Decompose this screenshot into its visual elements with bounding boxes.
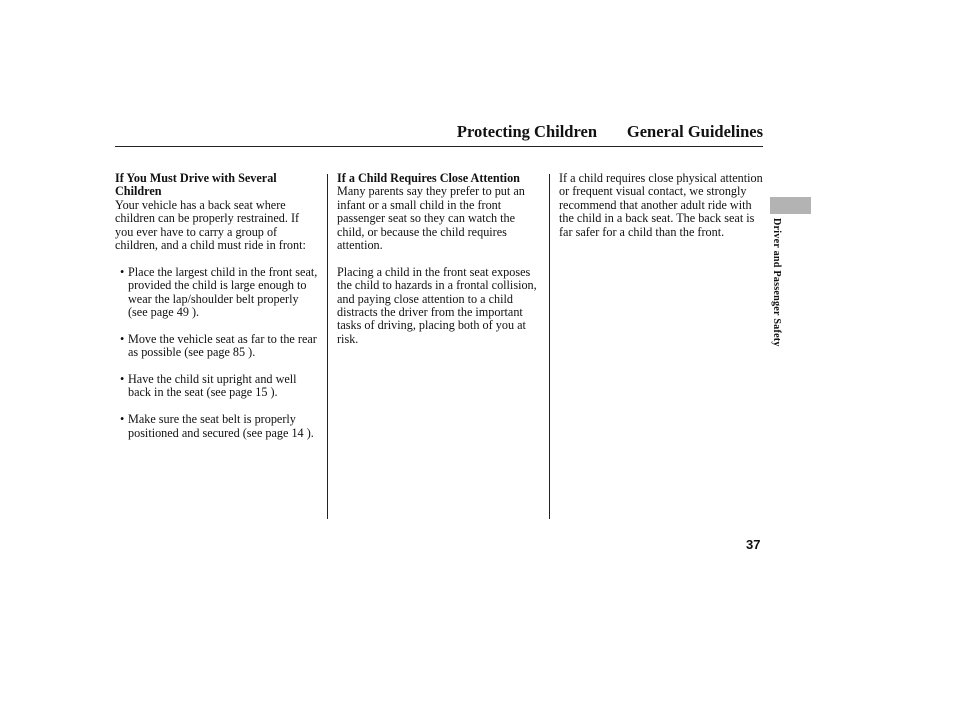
bullet-icon: •: [120, 331, 125, 346]
page-number: 37: [746, 537, 761, 552]
column-left: [115, 172, 320, 453]
section-label-vertical: Driver and Passenger Safety: [771, 218, 782, 347]
column-divider: [327, 174, 328, 519]
paragraph: Placing a child in the front seat exposes the child to hazards in a frontal collision, and paying close attention to a child distracts the driver from the important tasks of driving, placing both of you at risk.: [337, 264, 537, 346]
column-middle: [337, 172, 542, 360]
paragraph: If a child requires close physical attention or frequent visual contact, we strongly recommend that another adult ride with the child in a back seat. The back seat is far safer for a child than the front.: [559, 171, 763, 239]
bullet-icon: •: [120, 264, 125, 279]
list-item: [115, 333, 320, 360]
column-right: [559, 172, 764, 252]
list-item-text: Make sure the seat belt is properly positioned and secured (see page 14 ).: [128, 412, 314, 440]
list-item-text: Place the largest child in the front seat, provided the child is large enough to wear the lap/shoulder belt properly (see page 49 ).: [128, 264, 318, 320]
section-heading-several-children: If You Must Drive with Several Children: [115, 171, 277, 199]
list-item: [115, 266, 320, 320]
bullet-icon: •: [120, 372, 125, 387]
paragraph: Many parents say they prefer to put an infant or a small child in the front passenger seat so they can watch the child, or because the child requires attention.: [337, 184, 525, 253]
bullet-list: [115, 266, 320, 440]
bullet-icon: •: [120, 412, 125, 427]
section-heading-close-attention: If a Child Requires Close Attention: [337, 171, 520, 185]
header-title-right: General Guidelines: [626, 122, 763, 141]
page-header: [115, 122, 763, 147]
section-tab: [770, 197, 811, 214]
column-divider: [549, 174, 550, 519]
intro-paragraph: Your vehicle has a back seat where children can be properly restrained. If you ever have to carry a group of children, and a child must ride in front:: [115, 197, 306, 253]
header-title-left: Protecting Children: [456, 122, 597, 141]
list-item-text: Move the vehicle seat as far to the rear as possible (see page 85 ).: [128, 331, 317, 360]
list-item-text: Have the child sit upright and well back in the seat (see page 15 ).: [128, 372, 297, 400]
list-item: [115, 373, 320, 400]
list-item: [115, 413, 320, 440]
